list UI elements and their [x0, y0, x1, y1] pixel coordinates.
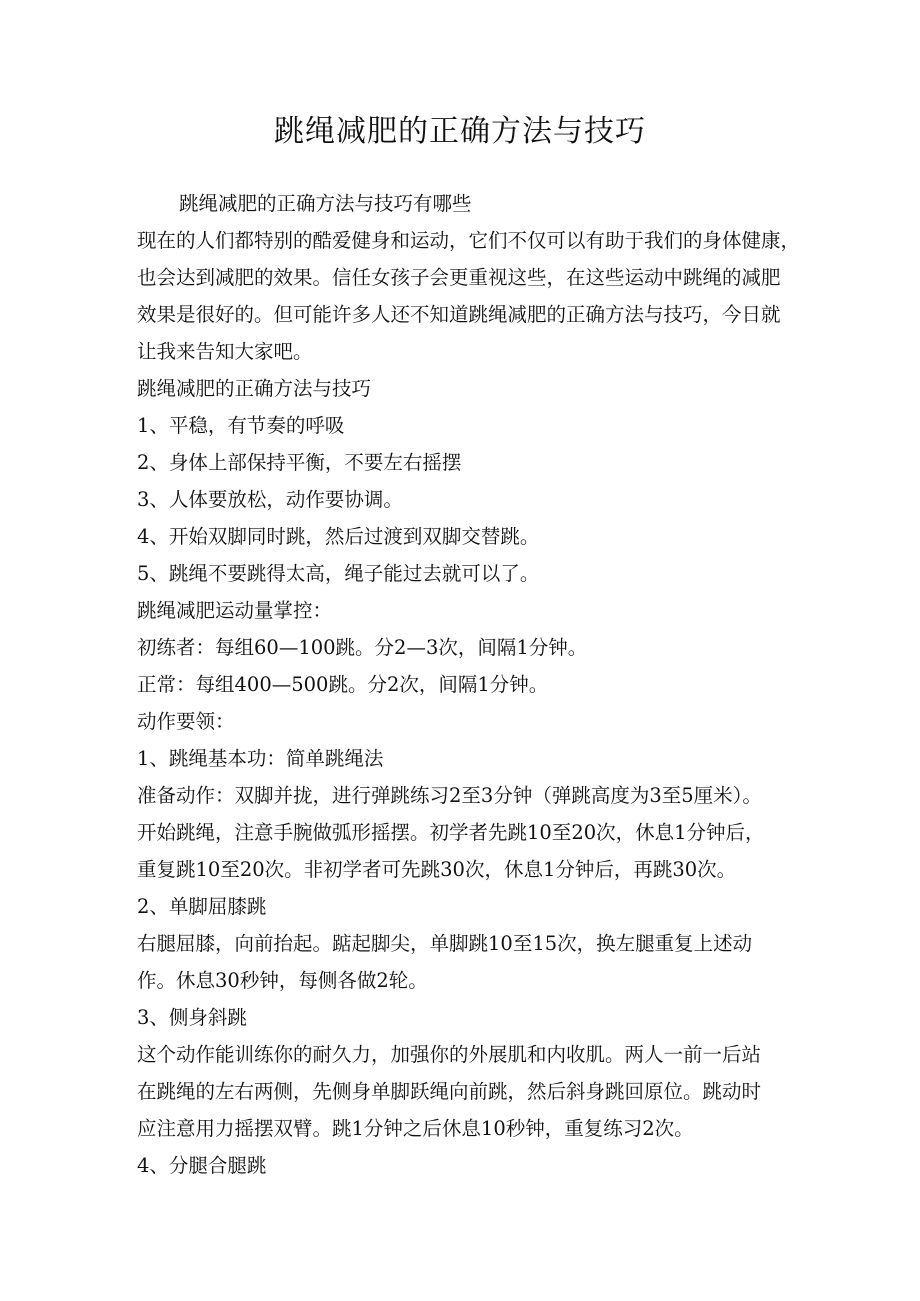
paragraph-line: 作。休息30秒钟，每侧各做2轮。 — [137, 969, 428, 992]
paragraph-line: 应注意用力摇摆双臂。跳1分钟之后休息10秒钟，重复练习2次。 — [137, 1117, 694, 1140]
paragraph-line: 在跳绳的左右两侧，先侧身单脚跃绳向前跳，然后斜身跳回原位。跳动时 — [137, 1080, 762, 1103]
list-item: 1、跳绳基本功：简单跳绳法 — [137, 747, 384, 770]
list-item: 4、开始双脚同时跳，然后过渡到双脚交替跳。 — [137, 525, 540, 548]
paragraph-line: 让我来告知大家吧。 — [137, 340, 313, 363]
list-item: 2、身体上部保持平衡，不要左右摇摆 — [137, 451, 462, 474]
section-heading: 动作要领： — [137, 710, 235, 733]
paragraph-line: 右腿屈膝，向前抬起。踮起脚尖，单脚跳10至15次，换左腿重复上述动 — [137, 932, 753, 955]
paragraph-line: 这个动作能训练你的耐久力，加强你的外展肌和内收肌。两人一前一后站 — [137, 1043, 762, 1066]
section-heading: 跳绳减肥运动量掌控： — [137, 599, 333, 622]
document-body — [137, 185, 807, 1184]
paragraph-line: 效果是很好的。但可能许多人还不知道跳绳减肥的正确方法与技巧，今日就 — [137, 303, 781, 326]
list-item: 2、单脚屈膝跳 — [137, 895, 267, 918]
intro-heading: 跳绳减肥的正确方法与技巧有哪些 — [179, 192, 472, 215]
paragraph-line: 开始跳绳，注意手腕做弧形摇摆。初学者先跳10至20次，休息1分钟后， — [137, 821, 765, 844]
list-item: 5、跳绳不要跳得太高，绳子能过去就可以了。 — [137, 562, 540, 585]
list-item: 3、侧身斜跳 — [137, 1006, 247, 1029]
list-item: 4、分腿合腿跳 — [137, 1154, 267, 1177]
paragraph-line: 正常：每组400—500跳。分2次，间隔1分钟。 — [137, 673, 549, 696]
section-heading: 跳绳减肥的正确方法与技巧 — [137, 377, 372, 400]
paragraph-line: 也会达到减肥的效果。信任女孩子会更重视这些，在这些运动中跳绳的减肥 — [137, 266, 781, 289]
paragraph-line: 准备动作：双脚并拢，进行弹跳练习2至3分钟（弹跳高度为3至5厘米）。 — [137, 784, 762, 807]
list-item: 1、平稳，有节奏的呼吸 — [137, 414, 345, 437]
paragraph-line: 重复跳10至20次。非初学者可先跳30次，休息1分钟后，再跳30次。 — [137, 858, 737, 881]
paragraph-line: 现在的人们都特别的酷爱健身和运动，它们不仅可以有助于我们的身体健康， — [137, 229, 801, 252]
list-item: 3、人体要放松，动作要协调。 — [137, 488, 403, 511]
paragraph-line: 初练者：每组60—100跳。分2—3次，间隔1分钟。 — [137, 636, 588, 659]
document-title: 跳绳减肥的正确方法与技巧 — [274, 114, 646, 149]
